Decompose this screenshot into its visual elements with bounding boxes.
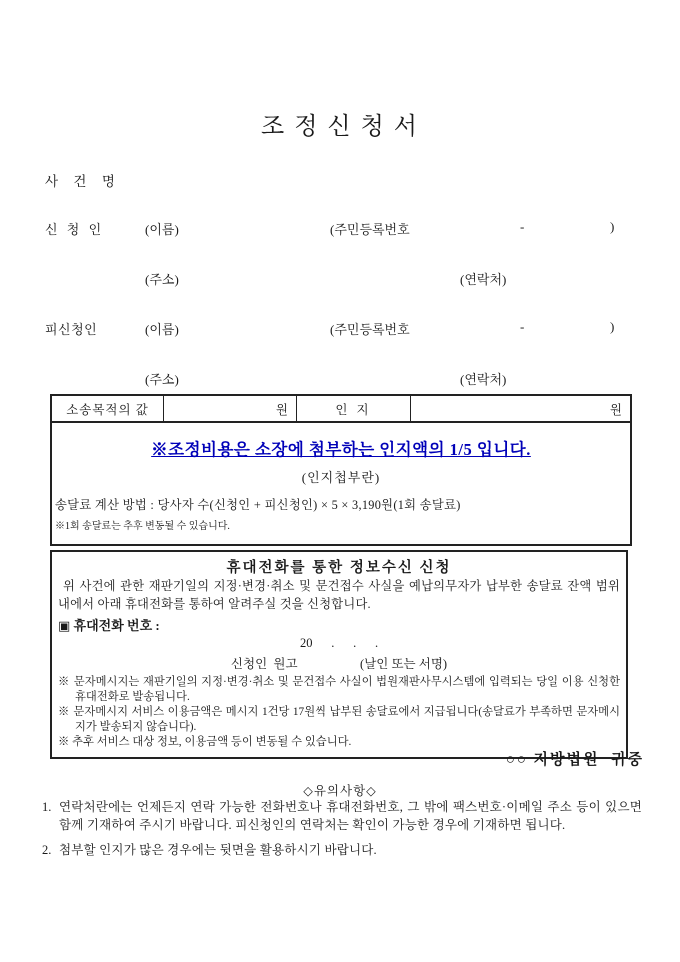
respondent-name-row — [0, 319, 680, 339]
fee-table-body — [52, 436, 630, 544]
applicant-address-field-label: (주소) — [145, 272, 179, 287]
caution-item-text: 첨부할 인지가 많은 경우에는 뒷면을 활용하시기 바랍니다. — [59, 843, 377, 858]
applicant-rrn-close-paren: ) — [610, 219, 615, 234]
sms-note-1: ※ 문자메시지는 재판기일의 지정·변경·취소 및 문건접수 사실이 법원재판사무시스템에 입력되는 당일 이용 신청한 휴대전화로 발송됩니다. — [58, 675, 620, 703]
case-name-label: 사 건 명 — [45, 174, 121, 189]
respondent-role-label: 피신청인 — [45, 322, 98, 337]
caution-item-number: 2. — [42, 843, 52, 858]
applicant-rrn-field-label: (주민등록번호 — [330, 222, 410, 237]
applicant-rrn-dash: - — [520, 219, 525, 234]
respondent-rrn-close-paren: ) — [610, 319, 615, 334]
sms-note-3: ※ 추후 서비스 대상 정보, 이용금액 등이 변동될 수 있습니다. — [58, 735, 352, 748]
stamp-unit-cell: 원 — [609, 402, 622, 417]
caution-item-text: 연락처란에는 언제든지 연락 가능한 전화번호나 휴대전화번호, 그 밖에 팩스번호·이메일 주소 등이 있으면 함께 기재하여 주시기 바랍니다. 피신청인의 연락처는 확인이 가능한 경우에 기재하면 됩니다. — [59, 800, 642, 833]
signature-line: 신청인 원고 (날인 또는 서명) — [230, 656, 448, 671]
respondent-rrn-dash: - — [520, 319, 525, 334]
document-title: 조 정 신 청 서 — [261, 114, 419, 140]
applicant-name-row — [0, 219, 680, 239]
applicant-contact-field-label: (연락처) — [460, 272, 507, 287]
applicant-role-label: 신 청 인 — [45, 222, 105, 237]
fee-table-header-row — [52, 396, 630, 423]
court-addressee: ○○ 지방법원 귀중 — [505, 752, 644, 768]
sms-box-body: 위 사건에 관한 재판기일의 지정·변경·취소 및 문건접수 사실을 예납의무자가 납부한 송달료 잔액 범위 내에서 아래 휴대전화를 통하여 알려주실 것을 신청합니다. — [58, 579, 620, 611]
mobile-number-field-label: ▣ 휴대전화 번호 : — [58, 617, 160, 633]
applicant-name-field-label: (이름) — [145, 222, 179, 237]
respondent-address-row — [0, 369, 680, 389]
delivery-fee-note: ※1회 송달료는 추후 변동될 수 있습니다. — [55, 521, 230, 532]
respondent-address-field-label: (주소) — [145, 372, 179, 387]
stamp-attach-area-label: (인지첩부란) — [301, 470, 381, 485]
sms-notification-box — [50, 550, 628, 759]
cautions-title: ◇유의사항◇ — [303, 784, 377, 798]
fee-table — [50, 394, 632, 546]
respondent-name-field-label: (이름) — [145, 322, 179, 337]
caution-item-number: 1. — [42, 800, 52, 814]
caution-item — [42, 841, 642, 859]
sms-note-2: ※ 문자메시지 서비스 이용금액은 메시지 1건당 17원씩 납부된 송달료에서 지급됩니다(송달료가 부족하면 문자메시지가 발송되지 않습니다). — [58, 705, 620, 733]
sms-box-title: 휴대전화를 통한 정보수신 신청 — [226, 560, 452, 576]
caution-item — [42, 798, 642, 834]
date-line: 20 . . . — [299, 635, 379, 650]
cautions-list — [42, 798, 642, 859]
stamp-header-cell: 인 지 — [297, 396, 411, 421]
respondent-rrn-field-label: (주민등록번호 — [330, 322, 410, 337]
applicant-address-row — [0, 269, 680, 289]
suit-value-header-cell: 소송목적의 값 — [52, 396, 164, 421]
delivery-fee-formula: 송달료 계산 방법 : 당사자 수(신청인 + 피신청인) × 5 × 3,190원(1회 송달료) — [55, 498, 461, 512]
respondent-contact-field-label: (연락처) — [460, 372, 507, 387]
mediation-cost-notice: ※조정비용은 소장에 첨부하는 인지액의 1/5 입니다. — [151, 440, 531, 459]
suit-value-unit-cell: 원 — [164, 396, 297, 421]
